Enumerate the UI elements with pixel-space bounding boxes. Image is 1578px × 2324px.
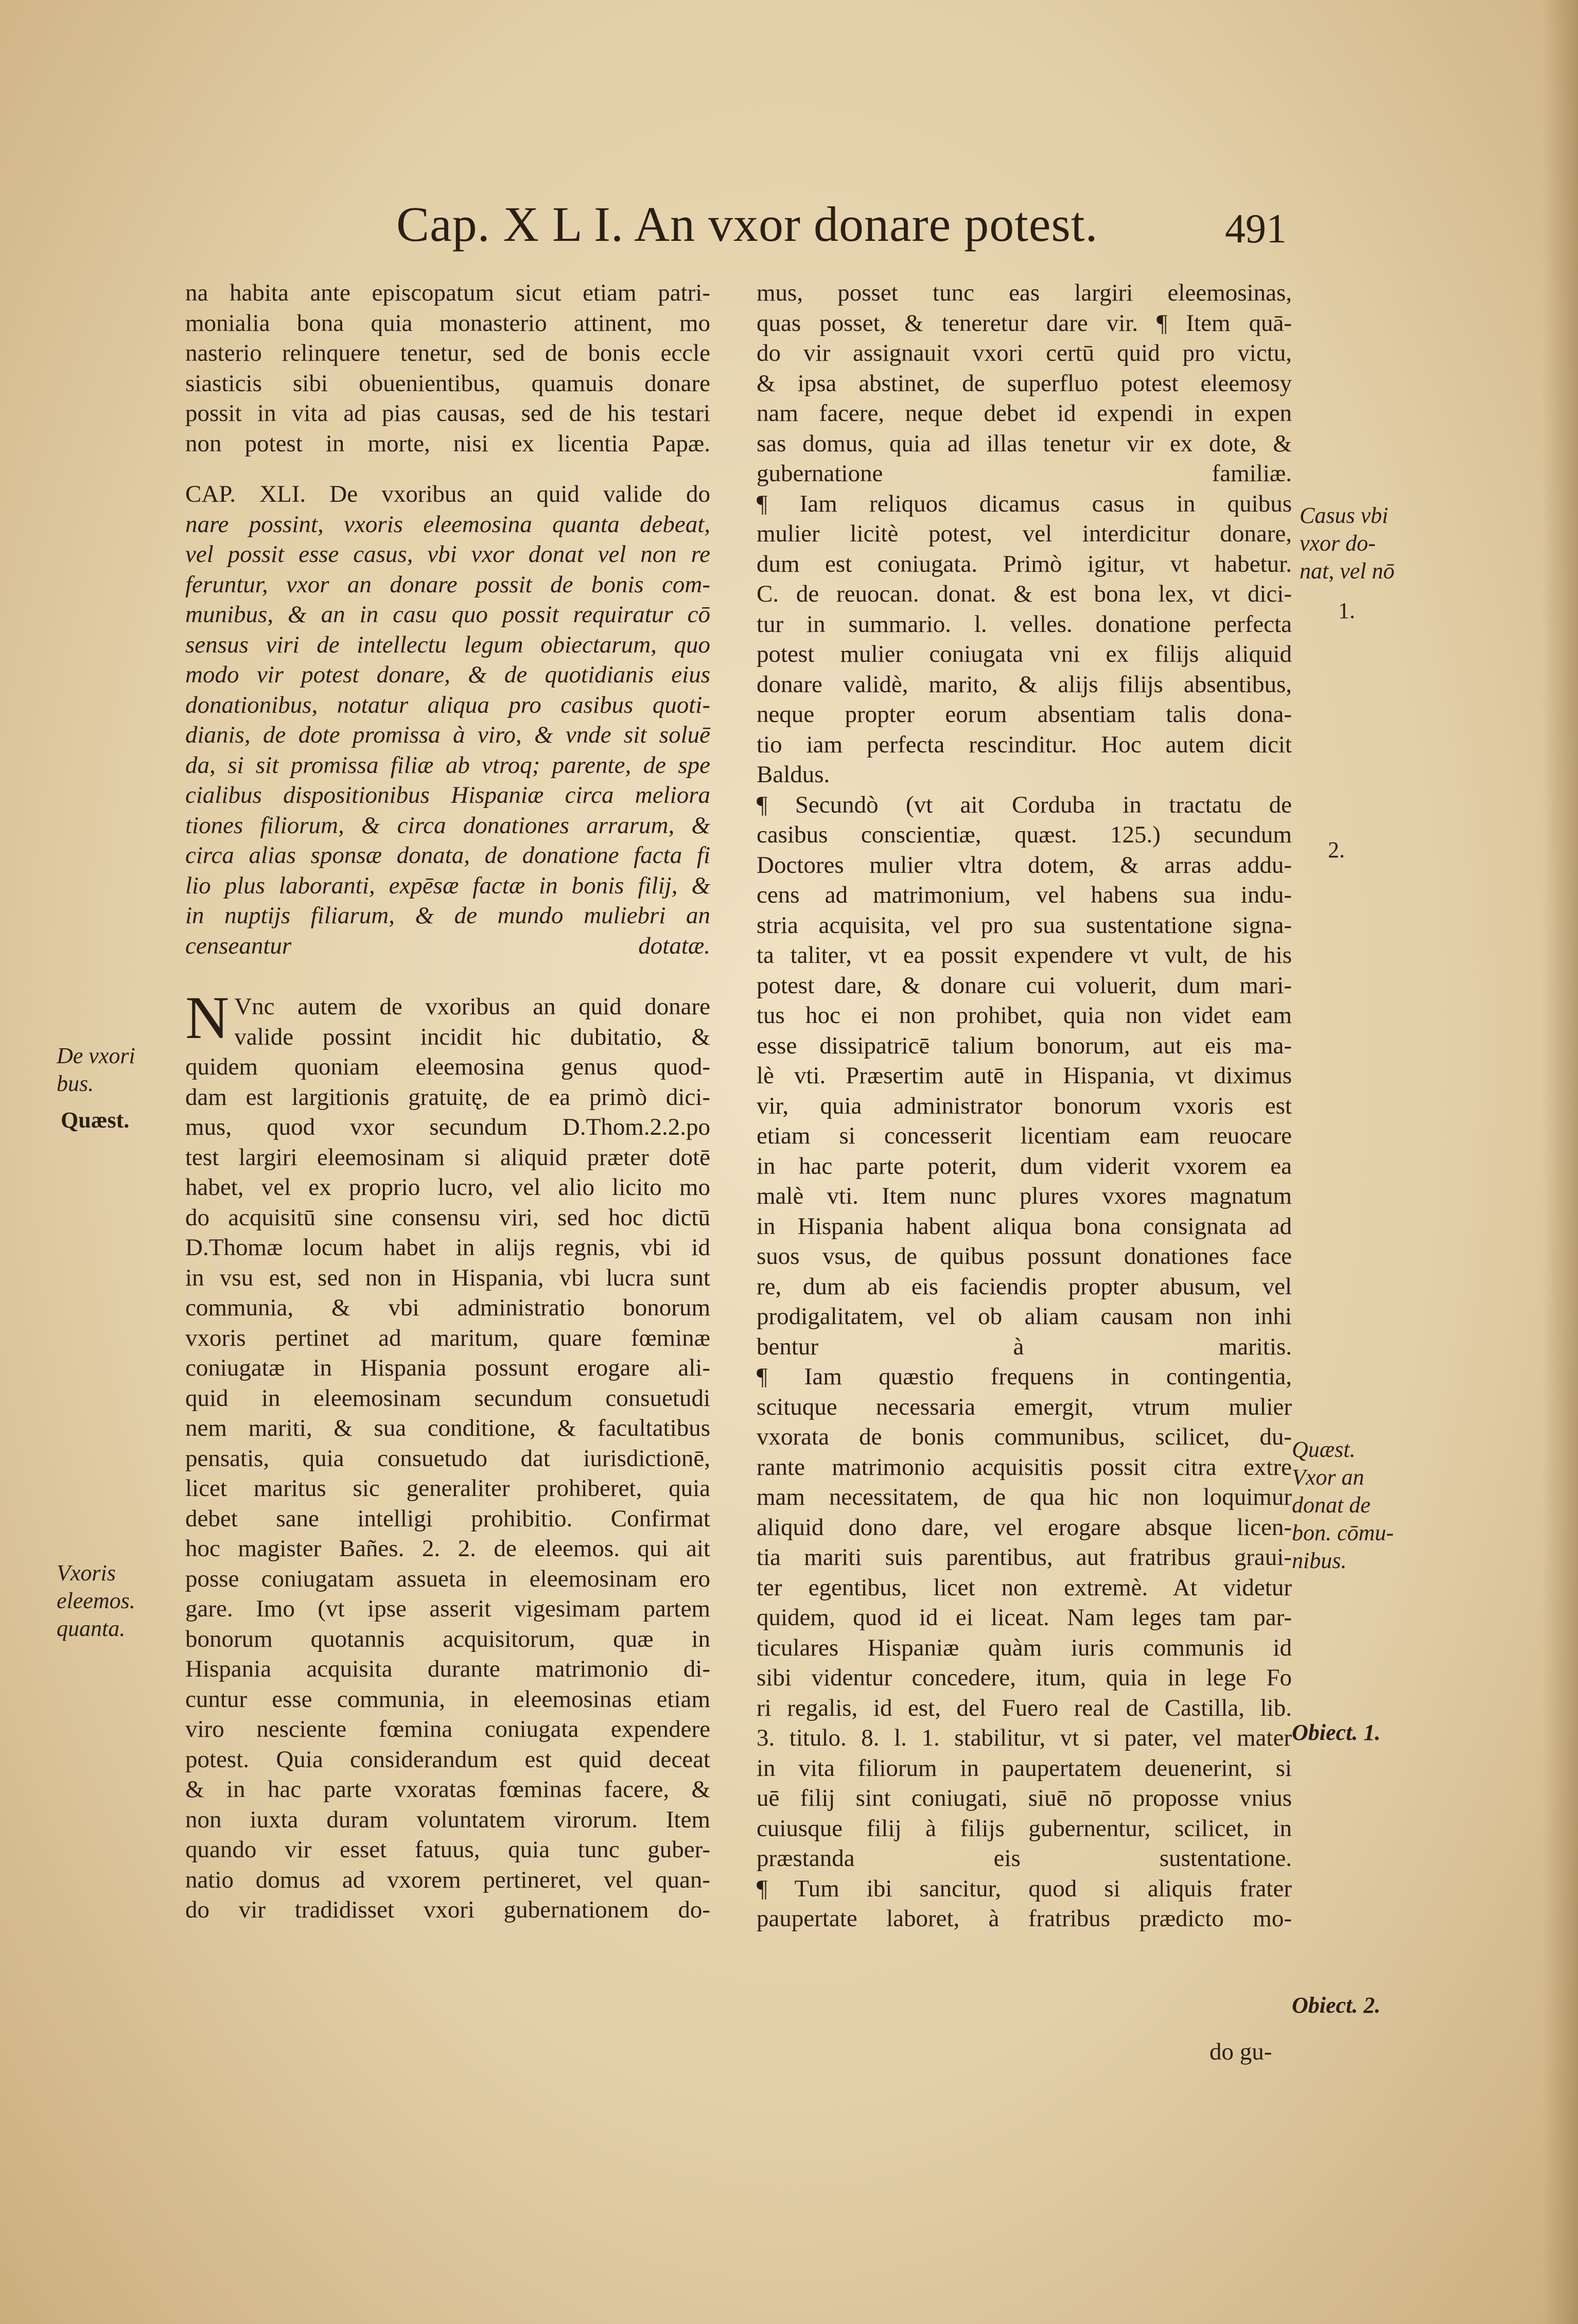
text-line: possit in vita ad pias causas, sed de his testari [185, 400, 710, 427]
text-line: tur in summario. l. velles. donatione perfecta [757, 610, 1292, 638]
text-line: potest mulier coniugata vni ex filijs aliquid [757, 641, 1292, 667]
text-line: neque propter eorum absentiam talis dona- [757, 701, 1292, 728]
text-line: do vir tradidisset vxori gubernationem do- [185, 1896, 710, 1923]
text-line: 3. titulo. 8. l. 1. stabilitur, vt si pater, vel mater [757, 1724, 1292, 1751]
text-line: quidem, quod id ei liceat. Nam leges tam par- [757, 1604, 1292, 1631]
text-line: habet, vel ex proprio lucro, vel alio licito mo [185, 1174, 710, 1201]
summary-line: cialibus dispositionibus Hispaniæ circa meliora [185, 782, 710, 808]
paragraph [757, 1874, 1292, 1934]
summary-line: da, si sit promissa filiæ ab vtroq; parente, de spe [185, 751, 710, 779]
text-line: prodigalitatem, vel ob aliam causam non inhi [757, 1303, 1292, 1330]
summary-line: donationibus, notatur aliqua pro casibus quoti- [185, 691, 710, 718]
text-line: dam est largitionis gratuitę, de ea primò dici- [185, 1083, 710, 1111]
running-head: Cap. X L I. An vxor donare potest. [396, 197, 1098, 252]
summary-line: modo vir potest donare, & de quotidianis eius [185, 661, 710, 688]
text-line: mulier licitè potest, vel interdicitur donare, [757, 520, 1292, 547]
text-line: non potest in morte, nisi ex licentia Papæ. [185, 430, 710, 457]
text-line: posse coniugatam assueta in eleemosinam ero [185, 1565, 710, 1592]
text-line: & in hac parte vxoratas fœminas facere, & [185, 1776, 710, 1803]
text-line: sas domus, quia ad illas tenetur vir ex dote, & [757, 430, 1292, 457]
text-line: mam necessitatem, de qua hic non loquimur [757, 1484, 1292, 1510]
text-line: bentur à maritis. [757, 1333, 1292, 1360]
paragraph [757, 489, 1292, 790]
margin-note-number-1: 1. [1338, 598, 1355, 623]
margin-note-obiect-1: Obiect. 1. [1292, 1720, 1381, 1745]
text-line: bonorum quotannis acquisitorum, quæ in [185, 1625, 710, 1652]
text-line: uē filij sint coniugati, siuē nō proposse vnius [757, 1785, 1292, 1811]
text-line: dum est coniugata. Primò igitur, vt habetur. [757, 550, 1292, 577]
text-line: quando vir esset fatuus, quia tunc guber- [185, 1836, 710, 1863]
text-line: etiam si concesserit licentiam eam reuocare [757, 1122, 1292, 1149]
text-line: communia, & vbi administratio bonorum [185, 1294, 710, 1321]
text-line: casibus conscientiæ, quæst. 125.) secundum [757, 821, 1292, 848]
text-line: ter egentibus, licet non extremè. At videtur [757, 1574, 1292, 1601]
text-line: cuntur esse communia, in eleemosinas etiam [185, 1685, 710, 1713]
margin-note-vxoris-eleemos: Vxoris eleemos. quanta. [57, 1560, 135, 1641]
text-line: ri regalis, id est, del Fuero real de Castilla, lib. [757, 1694, 1292, 1721]
text-line: in vita filiorum in paupertatem deuenerint, si [757, 1754, 1292, 1782]
text-line: Baldus. [757, 761, 830, 788]
text-line: potest. Quia considerandum est quid deceat [185, 1746, 710, 1773]
text-line: donare validè, marito, & alijs filijs absentibus, [757, 671, 1292, 698]
text-line: paupertate laboret, à fratribus prædicto mo- [757, 1905, 1292, 1932]
text-line: cens ad matrimonium, vel habens sua indu- [757, 882, 1292, 908]
text-line: coniugatæ in Hispania possunt erogare ali- [185, 1354, 710, 1381]
summary-line: censeantur dotatæ. [185, 932, 710, 959]
text-line: vxoris pertinet ad maritum, quare fœminæ [185, 1324, 710, 1351]
text-line: mus, quod vxor secundum D.Thom.2.2.po [185, 1114, 710, 1140]
text-line: viro nesciente fœmina coniugata expendere [185, 1716, 710, 1742]
margin-note-casus-vbi: Casus vbi vxor do- nat, vel nō [1300, 503, 1395, 584]
text-line: in hac parte poterit, dum viderit vxorem ea [757, 1152, 1292, 1179]
text-line: test largiri eleemosinam si aliquid præter dotē [185, 1143, 710, 1171]
text-line: natio domus ad vxorem pertineret, vel quan- [185, 1866, 710, 1893]
text-line: vxorata de bonis communibus, scilicet, du- [757, 1423, 1292, 1450]
text-line: aliquid dono dare, vel erogare absque licen- [757, 1513, 1292, 1541]
text-line: na habita ante episcopatum sicut etiam patri- [185, 279, 710, 306]
text-line: quid in eleemosinam secundum consuetudi [185, 1384, 710, 1412]
text-line: in Hispania habent aliqua bona consignata ad [757, 1212, 1292, 1240]
summary-line: lio plus laboranti, expēsæ factæ in bonis filij, & [185, 872, 710, 899]
text-line: tio iam perfecta rescinditur. Hoc autem dicit [757, 731, 1292, 758]
summary-line: munibus, & an in casu quo possit requiratur cō [185, 601, 710, 628]
text-line: cuiusque filij à filijs gubernentur, scilicet, in [757, 1815, 1292, 1842]
text-line: valide possint incidit hic dubitatio, & [234, 1023, 710, 1050]
summary-line: dianis, de dote promissa à viro, & vnde sit soluē [185, 721, 710, 748]
catchword: do gu- [1209, 2038, 1272, 2065]
text-line: ticulares Hispaniæ quàm iuris communis id [757, 1634, 1292, 1661]
text-line: sibi videntur concedere, itum, quia in lege Fo [757, 1664, 1292, 1691]
text-line: ta taliter, vt ea possit expendere vt vult, de his [757, 942, 1292, 969]
summary-line: feruntur, vxor an donare possit de bonis com- [185, 571, 710, 598]
initial-letter: N [185, 984, 230, 1051]
summary-line: vel possit esse casus, vbi vxor donat vel non re [185, 541, 710, 568]
summary-line: circa alias sponsæ donata, de donatione facta fi [185, 842, 710, 869]
text-line: præstanda eis sustentatione. [757, 1845, 1292, 1872]
text-line: ¶ Iam reliquos dicamus casus in quibus [757, 490, 1292, 517]
left-body-text [185, 984, 710, 1925]
summary-line: in nuptijs filiarum, & de mundo muliebri an [185, 902, 710, 929]
text-line: tus hoc ei non prohibet, quia non videt eam [757, 1002, 1292, 1029]
summary-line: nare possint, vxoris eleemosina quanta debeat, [185, 510, 710, 538]
margin-note-obiect-2: Obiect. 2. [1292, 1993, 1381, 2018]
margin-note-de-vxoribus: De vxori bus. [57, 1043, 135, 1096]
margin-note-quaest-vxor-an-donat: Quæst. Vxor an donat de bon. cōmu- nibus. [1292, 1437, 1394, 1573]
paragraph [757, 1362, 1292, 1874]
text-line: mus, posset tunc eas largiri eleemosinas, [757, 279, 1292, 306]
text-line: quas posset, & teneretur dare vir. ¶ Item quā- [757, 309, 1292, 337]
paragraph [757, 790, 1292, 1362]
text-line: C. de reuocan. donat. & est bona lex, vt dici- [757, 580, 1292, 607]
paragraph [757, 278, 1292, 489]
text-line: pensatis, quia consuetudo dat iurisdictionē, [185, 1445, 710, 1472]
text-line: D.Thomæ locum habet in alijs regnis, vbi id [185, 1234, 710, 1261]
text-line: Doctores mulier vltra dotem, & arras addu- [757, 851, 1292, 878]
text-line: nasterio relinquere tenetur, sed de bonis eccle [185, 340, 710, 366]
text-line: hoc magister Bañes. 2. 2. de eleemos. qui ait [185, 1535, 710, 1562]
text-line: gubernatione familiæ. [757, 460, 1292, 487]
text-line: siasticis sibi obuenientibus, quamuis donare [185, 369, 710, 397]
summary-line: tiones filiorum, & circa donationes arrarum, & [185, 812, 710, 839]
text-line: & ipsa abstinet, de superfluo potest eleemosy [757, 369, 1292, 397]
text-line: re, dum ab eis faciendis propter abusum, vel [757, 1273, 1292, 1300]
text-line: rante matrimonio acquisitis possit citra extre [757, 1453, 1292, 1481]
text-line: monialia bona quia monasterio attinent, mo [185, 309, 710, 337]
text-line: ¶ Tum ibi sancitur, quod si aliquis frater [757, 1875, 1292, 1902]
left-column [185, 278, 710, 1925]
text-line: nam facere, neque debet id expendi in expen [757, 400, 1292, 427]
text-line: scituque necessaria emergit, vtrum mulier [757, 1393, 1292, 1420]
text-line: Hispania acquisita durante matrimonio di- [185, 1656, 710, 1682]
text-line: Vnc autem de vxoribus an quid donare [234, 993, 710, 1020]
text-line: quidem quoniam eleemosina genus quod- [185, 1053, 710, 1080]
text-line: esse dissipatricē talium bonorum, aut eis ma- [757, 1032, 1292, 1059]
text-line: malè vti. Item nunc plures vxores magnatum [757, 1183, 1292, 1209]
page-number: 491 [1225, 206, 1287, 252]
chapter-summary [185, 479, 710, 961]
left-top-paragraph [185, 278, 710, 459]
margin-note-number-2: 2. [1328, 837, 1345, 862]
text-line: non iuxta duram voluntatem virorum. Item [185, 1806, 710, 1833]
text-line: do vir assignauit vxori certū quid pro victu, [757, 340, 1292, 366]
text-line: ¶ Iam quæstio frequens in contingentia, [757, 1363, 1292, 1390]
text-line: ¶ Secundò (vt ait Corduba in tractatu de [757, 791, 1292, 818]
text-line: debet sane intelligi prohibitio. Confirmat [185, 1505, 710, 1532]
text-line: vir, quia administrator bonorum vxoris est [757, 1092, 1292, 1119]
margin-note-quaest: Quæst. [61, 1107, 130, 1133]
text-line: do acquisitū sine consensu viri, sed hoc dictū [185, 1204, 710, 1231]
text-line: potest dare, & donare cui voluerit, dum mari- [757, 972, 1292, 999]
text-line: gare. Imo (vt ipse asserit vigesimam partem [185, 1595, 710, 1622]
text-line: nem mariti, & sua conditione, & facultatibus [185, 1415, 710, 1441]
text-line: tia mariti suis parentibus, aut fratribus graui- [757, 1544, 1292, 1571]
chapter-heading: CAP. XLI. De vxoribus an quid valide do [185, 481, 710, 507]
text-line: suos vsus, de quibus possunt donationes face [757, 1243, 1292, 1270]
text-line: in vsu est, sed non in Hispania, vbi lucra sunt [185, 1264, 710, 1291]
text-line: lè vti. Præsertim autē in Hispania, vt diximus [757, 1062, 1292, 1089]
right-column [757, 278, 1292, 1934]
summary-line: sensus viri de intellectu legum obiectarum, quo [185, 631, 710, 658]
text-line: stria acquisita, vel pro sua sustentatione signa- [757, 911, 1292, 939]
text-line: licet maritus sic generaliter prohiberet, quia [185, 1475, 710, 1502]
